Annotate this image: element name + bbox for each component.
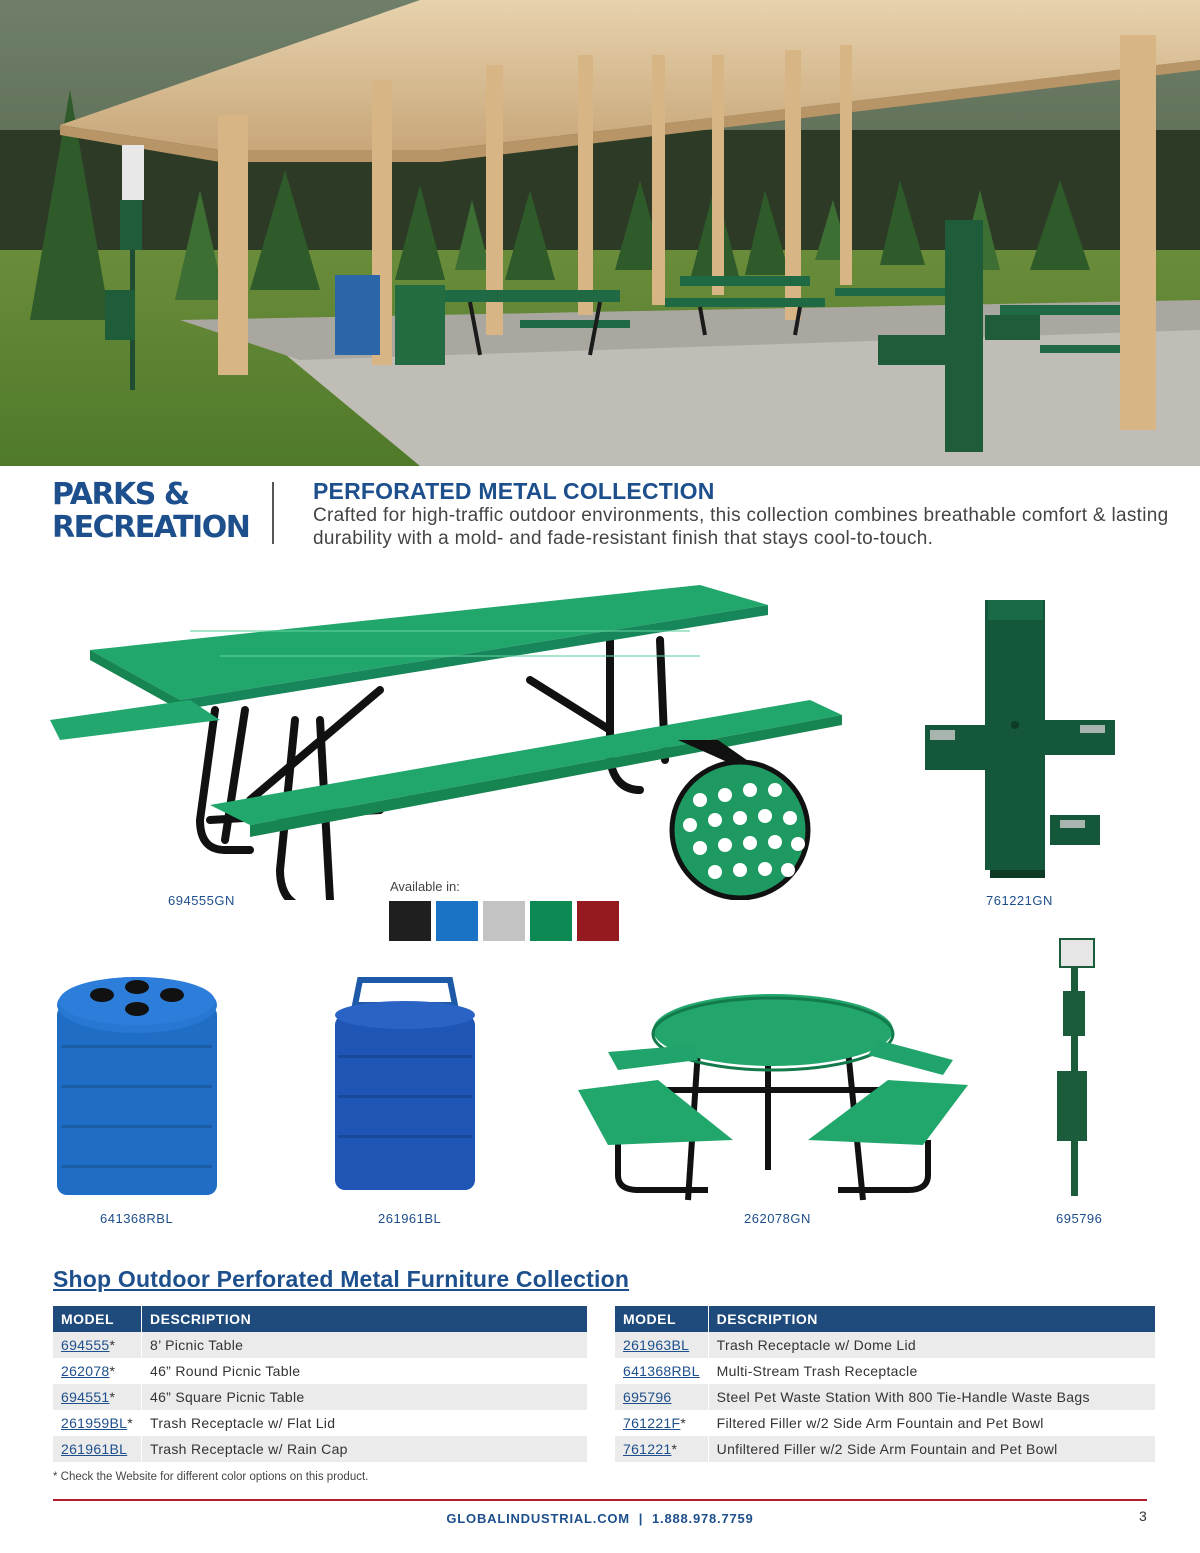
water-station-model: 761221GN	[986, 893, 1053, 908]
table-row	[615, 1358, 1155, 1384]
color-options-marker: *	[671, 1441, 678, 1457]
swatch-blue	[436, 901, 478, 941]
section-title-line2: RECREATION	[52, 510, 250, 545]
round-table-model: 262078GN	[744, 1211, 811, 1226]
table-row	[615, 1384, 1155, 1410]
model-cell	[615, 1410, 708, 1436]
color-options-marker: *	[127, 1415, 133, 1431]
model-cell	[615, 1332, 708, 1358]
description-cell: 46” Square Picnic Table	[142, 1384, 588, 1410]
model-cell	[53, 1436, 142, 1462]
page-number: 3	[1139, 1508, 1147, 1524]
description-cell: Trash Receptacle w/ Dome Lid	[708, 1332, 1155, 1358]
table-row	[53, 1384, 587, 1410]
swatch-red	[577, 901, 619, 941]
rain-cap-receptacle-image	[330, 975, 480, 1200]
collection-description: Crafted for high-traffic outdoor environments, this collection combines breathable comfort & lasting durability with a mold- and fade-resistant finish that stays cool-to-touch.	[313, 505, 1169, 549]
water-station-image	[920, 595, 1120, 880]
swatch-gray	[483, 901, 525, 941]
description-cell: Steel Pet Waste Station With 800 Tie-Handle Waste Bags	[708, 1384, 1155, 1410]
model-cell	[615, 1358, 708, 1384]
description-cell: Multi-Stream Trash Receptacle	[716, 1363, 918, 1379]
description-cell: Unfiltered Filler w/2 Side Arm Fountain and Pet Bowl	[708, 1436, 1155, 1462]
footnote: * Check the Website for different color options on this product.	[53, 1471, 369, 1483]
color-swatches	[389, 901, 619, 941]
models-table-right	[615, 1306, 1155, 1462]
model-link[interactable]: 641368RBL	[623, 1363, 700, 1379]
picnic-table-image	[50, 580, 850, 900]
description-column-header: DESCRIPTION	[708, 1306, 1155, 1332]
model-cell	[53, 1384, 142, 1410]
multi-stream-receptacle-model: 641368RBL	[100, 1211, 174, 1226]
color-options-marker: *	[109, 1389, 116, 1405]
model-link[interactable]: 262078	[61, 1363, 110, 1379]
model-link[interactable]: 261959BL	[61, 1415, 128, 1431]
table-row	[53, 1436, 587, 1462]
table-header-row	[615, 1306, 1155, 1332]
table-row	[615, 1410, 1155, 1436]
table-row	[53, 1410, 587, 1436]
collection-title: PERFORATED METAL COLLECTION	[313, 478, 715, 504]
model-column-header: MODEL	[53, 1306, 142, 1332]
model-cell	[615, 1384, 708, 1410]
rain-cap-receptacle-model: 261961BL	[378, 1211, 442, 1226]
table-row	[53, 1358, 587, 1384]
table-row	[53, 1332, 587, 1358]
pet-station-image	[1050, 936, 1100, 1196]
hero-photo	[0, 0, 1200, 466]
table-header-row	[53, 1306, 587, 1332]
table-row	[615, 1436, 1155, 1462]
description-cell: Trash Receptacle w/ Rain Cap	[142, 1436, 588, 1462]
model-cell	[53, 1358, 142, 1384]
available-label: Available in:	[390, 879, 460, 894]
model-link[interactable]: 761221	[623, 1441, 672, 1457]
description-cell: 8’ Picnic Table	[142, 1332, 588, 1358]
multi-stream-receptacle-image	[52, 975, 222, 1200]
description-cell: Trash Receptacle w/ Flat Lid	[150, 1415, 336, 1431]
footer-contact[interactable]: GLOBALINDUSTRIAL.COM | 1.888.978.7759	[446, 1511, 754, 1526]
round-table-image	[578, 990, 973, 1220]
model-link[interactable]: 261963BL	[623, 1337, 690, 1353]
models-table-left	[53, 1306, 587, 1462]
table-row	[615, 1332, 1155, 1358]
color-options-marker: *	[680, 1415, 687, 1431]
swatch-green	[530, 901, 572, 941]
shop-collection-link[interactable]: Shop Outdoor Perforated Metal Furniture Collection	[53, 1266, 630, 1292]
section-title	[52, 478, 262, 544]
swatch-black	[389, 901, 431, 941]
title-divider	[272, 482, 274, 544]
model-link[interactable]: 694555	[61, 1337, 110, 1353]
model-cell	[53, 1410, 142, 1436]
pet-station-model: 695796	[1056, 1211, 1103, 1226]
model-cell	[615, 1436, 708, 1462]
description-cell: Filtered Filler w/2 Side Arm Fountain and Pet Bowl	[716, 1415, 1044, 1431]
picnic-table-model: 694555GN	[168, 893, 235, 908]
description-cell: 46” Round Picnic Table	[150, 1363, 301, 1379]
footer-rule	[53, 1499, 1147, 1501]
model-link[interactable]: 695796	[623, 1389, 672, 1405]
model-column-header: MODEL	[615, 1306, 708, 1332]
color-options-marker: *	[109, 1363, 116, 1379]
model-link[interactable]: 761221F	[623, 1415, 681, 1431]
model-link[interactable]: 261961BL	[61, 1441, 128, 1457]
color-options-marker: *	[109, 1337, 116, 1353]
description-column-header: DESCRIPTION	[142, 1306, 588, 1332]
model-cell	[53, 1332, 142, 1358]
model-link[interactable]: 694551	[61, 1389, 110, 1405]
section-title-line1: PARKS &	[52, 477, 189, 512]
